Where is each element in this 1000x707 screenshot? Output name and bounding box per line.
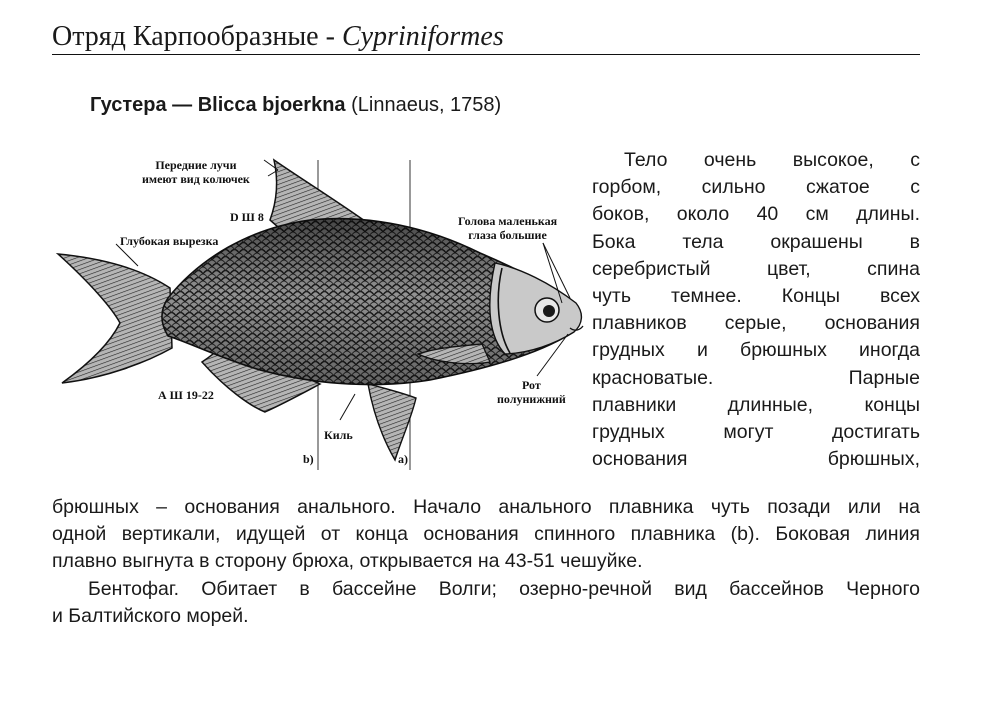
species-author: (Linnaeus, 1758) xyxy=(345,94,502,116)
fish-illustration xyxy=(50,148,595,478)
pelvic-fin xyxy=(368,384,416,460)
label-line-b: b) xyxy=(303,452,314,466)
label-mouth: Рот полунижний xyxy=(497,378,566,406)
order-name-latin: Cypriniformes xyxy=(341,21,504,52)
label-keel: Киль xyxy=(324,428,353,442)
text-line: плавно выгнута в сторону брюха, открывается на 43-51 чешуйке. xyxy=(52,550,643,573)
species-name-ru: Густера — xyxy=(90,94,198,116)
text-line: серебристый цвет, спина xyxy=(592,257,920,280)
description-column xyxy=(592,147,920,473)
description-continued xyxy=(52,494,920,630)
label-front-rays: Передние лучи имеют вид колючек xyxy=(142,158,250,186)
text-line: чуть темнее. Концы всех xyxy=(592,285,920,308)
order-title xyxy=(52,20,920,55)
text-line: Тело очень высокое, с xyxy=(624,149,920,171)
label-anal-formula: А Ш 19-22 xyxy=(158,388,214,402)
text-line: плавников серые, основания xyxy=(592,312,920,335)
text-line: одной вертикали, идущей от конца основания спинного плавника (b). Боковая линия xyxy=(52,523,920,546)
text-line: основания брюшных, xyxy=(592,448,920,471)
ecology-line: и Балтийского морей. xyxy=(52,604,249,627)
text-line: красноватые. Парные xyxy=(592,366,920,389)
text-line: боков, около 40 см длины. xyxy=(592,203,920,226)
ecology-line: Бентофаг. Обитает в бассейне Волги; озерно-речной вид бассейнов Черного xyxy=(88,577,920,600)
order-name-ru: Отряд Карпообразные - xyxy=(52,21,342,52)
text-line: Бока тела окрашены в xyxy=(592,230,920,253)
label-dorsal-formula: D Ш 8 xyxy=(230,210,264,224)
species-title xyxy=(90,93,501,117)
text-line: грудных могут достигать xyxy=(592,421,920,444)
label-deep-notch: Глубокая вырезка xyxy=(120,234,219,248)
text-line: грудных и брюшных иногда xyxy=(592,339,920,362)
species-name-latin: Blicca bjoerkna xyxy=(197,94,346,116)
fish-drawing xyxy=(50,148,595,478)
label-line-a: a) xyxy=(398,452,408,466)
text-line: горбом, сильно сжатое с xyxy=(592,176,920,199)
text-line: брюшных – основания анального. Начало анального плавника чуть позади или на xyxy=(52,496,920,518)
text-line: плавники длинные, концы xyxy=(592,393,920,416)
caudal-fin xyxy=(58,254,172,383)
label-head-eyes: Голова маленькая глаза большие xyxy=(458,214,558,242)
